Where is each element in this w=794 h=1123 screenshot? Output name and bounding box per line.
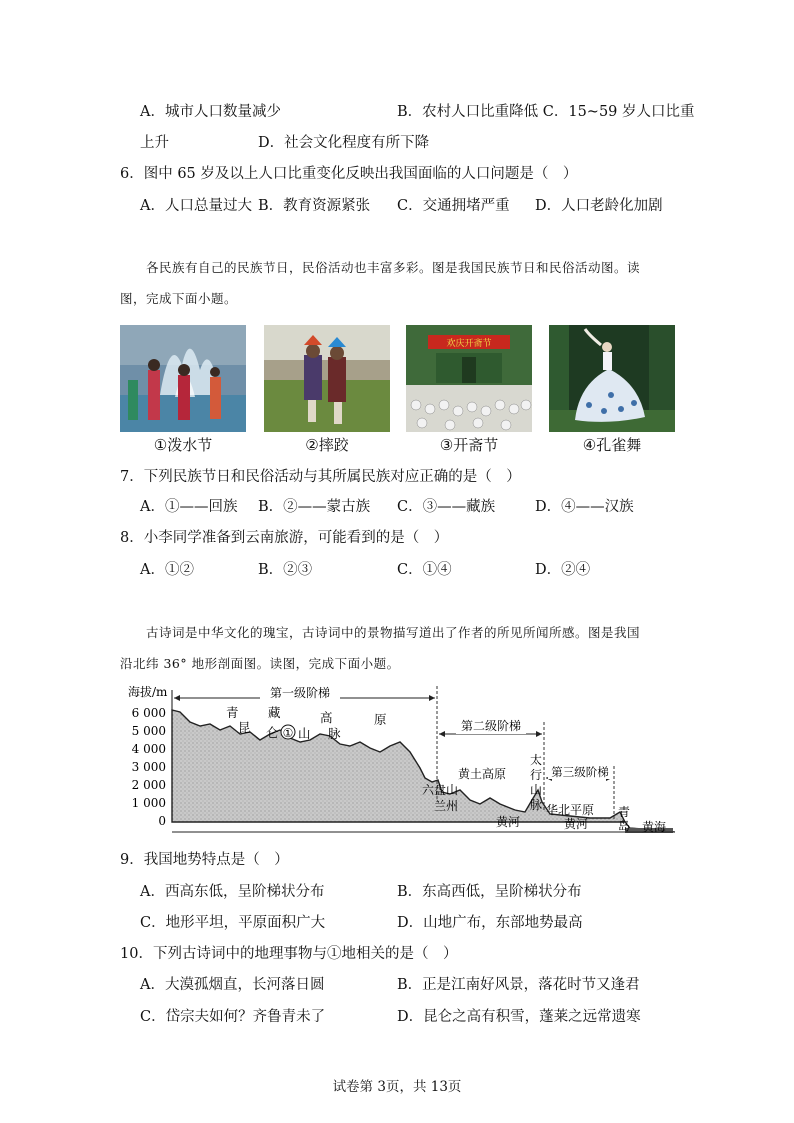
yellow-river-label-2: 黄河 [564,817,589,831]
y-tick-2000: 2 000 [131,778,166,792]
photo-wrestling [264,325,390,432]
q9-option-d: D．山地广布，东部地势最高 [397,915,583,931]
passage2-line1: 古诗词是中华文化的瑰宝，古诗词中的景物描写道出了作者的所见所闻所感。图是我国 [146,625,641,640]
q9-option-b: B．东高西低，呈阶梯状分布 [397,884,582,900]
north-china-plain-label: 华北平原 [546,803,595,817]
lanzhou-label: 兰州 [434,799,459,813]
q7-stem: 7．下列民族节日和民俗活动与其所属民族对应正确的是（ ） [120,469,521,485]
q8-option-d: D．②④ [535,562,591,578]
q5-option-c-continued: 上升 [140,135,169,151]
q5-option-b-c: B．农村人口比重降低 C．15~59 岁人口比重 [397,104,695,120]
y-tick-6000: 6 000 [131,706,166,720]
taihang-char-2: 行 [530,768,543,782]
step1-label: 第一级阶梯 [269,686,331,700]
q10-option-b: B．正是江南好风景，落花时节又逢君 [397,977,640,993]
plateau-char-1: 青 [226,705,239,720]
q6-option-d: D．人口老龄化加剧 [535,198,663,214]
q9-option-c: C．地形平坦，平原面积广大 [140,915,326,931]
q6-option-c: C．交通拥堵严重 [397,198,510,214]
photo-caption-3: ③开斋节 [439,436,499,454]
yellow-sea-label: 黄海 [642,820,667,834]
qingdao-char-2: 岛 [618,819,631,833]
photo-caption-2: ②摔跤 [305,436,349,454]
y-tick-5000: 5 000 [131,724,166,738]
q6-option-b: B．教育资源紧张 [258,198,371,214]
eid-banner-text: 欢庆开斋节 [446,339,492,349]
q8-option-c: C．①④ [397,562,452,578]
y-tick-3000: 3 000 [131,760,166,774]
q10-option-a: A．大漠孤烟直，长河落日圆 [140,977,325,993]
q8-option-a: A．①② [140,562,194,578]
qingdao-char-1: 青 [618,805,631,819]
q7-option-b: B．②——蒙古族 [258,499,371,515]
photo-water-splashing-festival [120,325,246,432]
q6-option-a: A．人口总量过大 [140,198,252,214]
yellow-river-label-1: 黄河 [496,815,521,829]
page-footer: 试卷第 3页，共 13页 [332,1079,462,1095]
passage2-line2: 沿北纬 36° 地形剖面图。读图，完成下面小题。 [120,656,400,671]
y-axis-label: 海拔/m [128,685,168,699]
q7-option-c: C．③——藏族 [397,499,496,515]
y-tick-4000: 4 000 [131,742,166,756]
q10-option-c: C．岱宗夫如何？齐鲁青未了 [140,1009,326,1025]
q7-option-d: D．④——汉族 [535,499,634,515]
step2-label: 第二级阶梯 [460,719,522,733]
plateau-char-2: 藏 [268,705,281,720]
q10-stem: 10．下列古诗词中的地理事物与①地相关的是（ ） [120,946,458,962]
passage1-line2: 图，完成下面小题。 [120,291,238,306]
marker-1: ① [282,726,294,740]
photo-eid-festival [406,325,532,432]
passage1-line1: 各民族有自己的民族节日，民俗活动也丰富多彩。图是我国民族节日和民俗活动图。读 [146,260,641,275]
kunlun-char-1: 昆 [238,720,251,735]
mountain-char-1: 山 [298,726,311,741]
loess-plateau-label: 黄土高原 [458,767,507,781]
q8-stem: 8．小李同学准备到云南旅游，可能看到的是（ ） [120,530,449,546]
y-tick-0: 0 [158,814,166,828]
kunlun-char-2: 仑 [266,725,279,740]
taihang-char-1: 太 [530,753,543,767]
q10-option-d: D．昆仑之高有积雪，蓬莱之远常遗寒 [397,1009,641,1025]
step3-label: 第三级阶梯 [551,765,609,779]
photo-caption-1: ①泼水节 [153,436,213,454]
liupan-mountain-label: 六盘山 [422,783,459,797]
taihang-char-3: 山 [530,783,543,797]
y-tick-1000: 1 000 [131,796,166,810]
plateau-char-3: 高 [320,710,333,725]
photo-caption-4: ④孔雀舞 [582,436,642,454]
q9-option-a: A．西高东低，呈阶梯状分布 [140,884,325,900]
mountain-char-2: 脉 [328,726,341,741]
terrain-profile-diagram [120,682,680,844]
q5-option-a: A．城市人口数量减少 [140,104,281,120]
q7-option-a: A．①——回族 [140,499,238,515]
q9-stem: 9．我国地势特点是（ ） [120,852,289,868]
photo-peacock-dance [549,325,675,432]
q8-option-b: B．②③ [258,562,313,578]
q5-option-d: D．社会文化程度有所下降 [258,135,430,151]
q6-stem: 6．图中 65 岁及以上人口比重变化反映出我国面临的人口问题是（ ） [120,166,578,182]
taihang-char-4: 脉 [530,798,543,812]
plateau-char-4: 原 [374,712,387,727]
